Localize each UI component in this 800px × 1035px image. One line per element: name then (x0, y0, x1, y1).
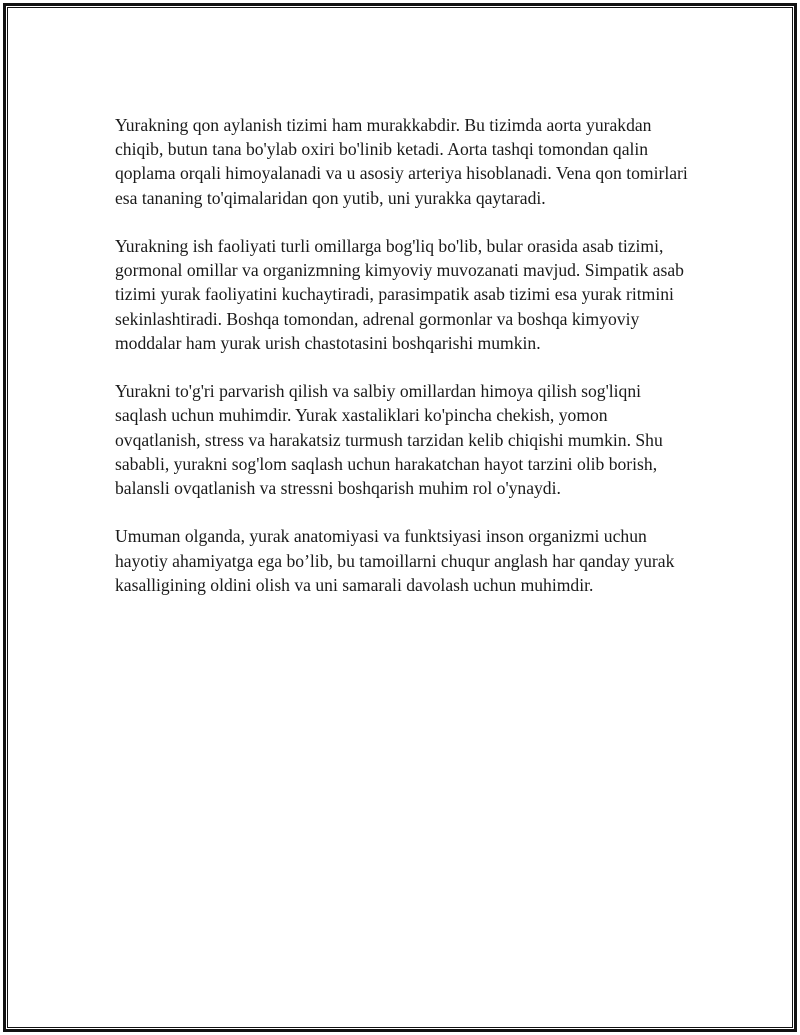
paragraph: Yurakning qon aylanish tizimi ham murakkabdir. Bu tizimda aorta yurakdan chiqib, butun tana bo'ylab oxiri bo'linib ketadi. Aorta tashqi tomondan qalin qoplama orqali himoyalanadi va u asosiy arteriya hisoblanadi. Vena qon tomirlari esa tananing to'qimalaridan qon yutib, uni yurakka qaytaradi. (115, 115, 688, 208)
paragraph: Yurakni to'g'ri parvarish qilish va salbiy omillardan himoya qilish sog'liqni saqlash uchun muhimdir. Yurak xastaliklari ko'pincha chekish, yomon ovqatlanish, stress va harakatsiz turmush tarzidan kelib chiqishi mumkin. Shu sababli, yurakni sog'lom saqlash uchun harakatchan hayot tarzini olib borish, balansli ovqatlanish va stressni boshqarish muhim rol o'ynaydi. (115, 381, 663, 499)
document-body (115, 113, 695, 597)
paragraph: Yurakning ish faoliyati turli omillarga bog'liq bo'lib, bular orasida asab tizimi, gormonal omillar va organizmning kimyoviy muvozanati mavjud. Simpatik asab tizimi yurak faoliyatini kuchaytiradi, parasimpatik asab tizimi esa yurak ritmini sekinlashtiradi. Boshqa tomondan, adrenal gormonlar va boshqa kimyoviy moddalar ham yurak urish chastotasini boshqarishi mumkin. (115, 236, 684, 353)
paragraph: Umuman olganda, yurak anatomiyasi va funktsiyasi inson organizmi uchun hayotiy ahamiyatga ega bo’lib, bu tamoillarni chuqur anglash har qanday yurak kasalligining oldini olish va uni samarali davolash uchun muhimdir. (115, 526, 675, 595)
